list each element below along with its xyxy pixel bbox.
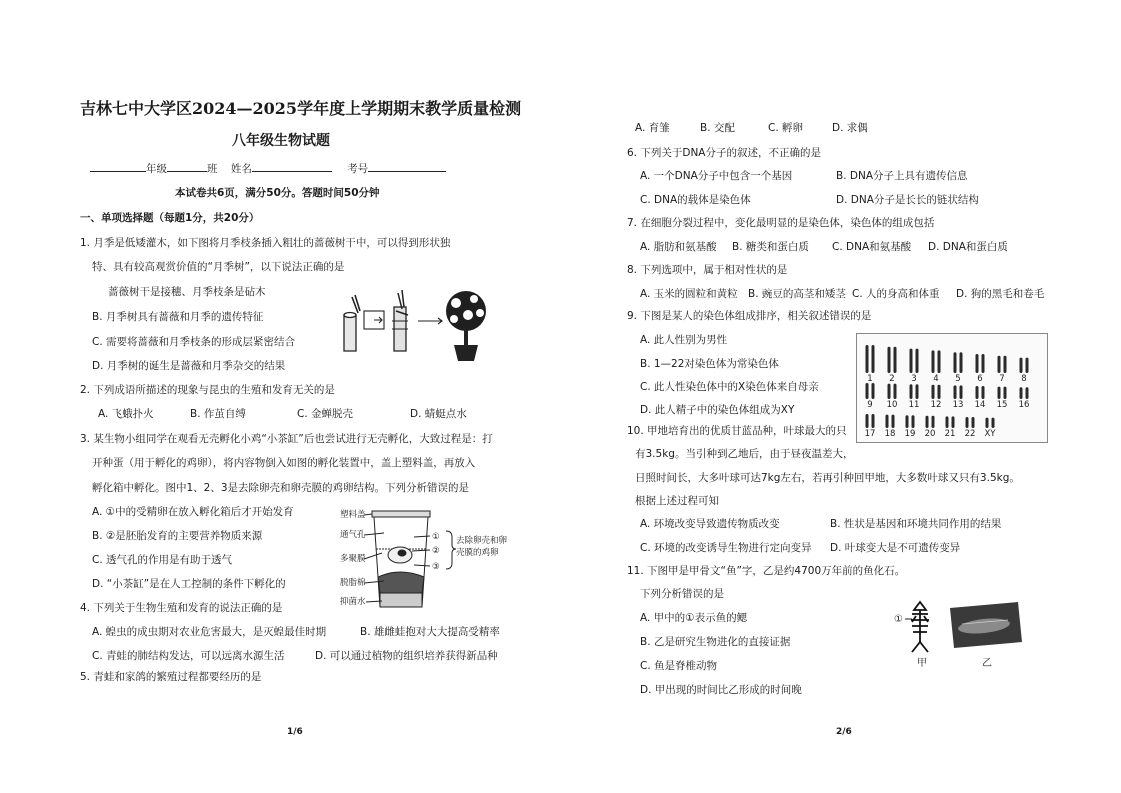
q8-stem: 8. 下列选项中，属于相对性状的是 <box>627 264 788 276</box>
q10-stem-1: 10. 甲地培育出的优质甘蓝品种，叶球最大的只 <box>627 425 847 437</box>
chromosome <box>932 416 935 428</box>
q10-stem-2: 有3.5kg。当引种到乙地后，由于昼夜温差大， <box>635 448 854 460</box>
q10-option-a: A. 环境改变导致遗传物质改变 <box>640 518 780 530</box>
q2-option-d: D. 蜻蜓点水 <box>410 408 467 420</box>
q3-option-a: A. ①中的受精卵在放入孵化箱后才开始发育 <box>92 506 294 518</box>
q5-option-a: A. 育雏 <box>635 122 670 134</box>
label-water: 抑菌水 <box>340 597 366 607</box>
q7-stem: 7. 在细胞分裂过程中，变化最明显的是染色体，染色体的组成包括 <box>627 217 935 229</box>
q8-option-b: B. 豌豆的高茎和矮茎 <box>748 288 846 300</box>
q4-stem: 4. 下列关于生物生殖和发育的说法正确的是 <box>80 602 283 614</box>
arrow-right-icon <box>418 318 442 324</box>
chromosome <box>886 415 889 428</box>
chromosome <box>906 415 909 428</box>
chromosome-label: 3 <box>911 374 917 384</box>
q9-option-c: C. 此人性染色体中的X染色体来自母亲 <box>640 381 819 393</box>
q6-stem: 6. 下列关于DNA分子的叙述，不正确的是 <box>627 147 821 159</box>
chromosome <box>916 349 919 373</box>
chromosome <box>938 385 941 399</box>
chromosome-label: 18 <box>884 429 896 439</box>
q7-option-b: B. 糖类和蛋白质 <box>732 241 809 253</box>
fish-fossil-icon <box>950 602 1022 648</box>
chromosome <box>938 350 941 373</box>
chromosome <box>866 345 869 373</box>
q8-option-c: C. 人的身高和体重 <box>852 288 940 300</box>
chromosome <box>960 385 963 399</box>
incubator-cup-icon <box>364 511 456 607</box>
page-number: 1/6 <box>287 727 303 737</box>
name-blank[interactable] <box>252 161 332 172</box>
q4-option-a: A. 蝗虫的成虫期对农业危害最大，是灭蝗最佳时期 <box>92 626 327 638</box>
chromosome-label: 8 <box>1021 374 1027 384</box>
q10-option-d: D. 叶球变大是不可遗传变异 <box>830 542 961 554</box>
chromosome <box>872 345 875 373</box>
grade-blank[interactable] <box>90 161 146 172</box>
label-vent: 通气孔 <box>340 530 366 540</box>
karyotype-figure <box>856 333 1048 443</box>
chromosome <box>992 418 995 428</box>
label-num-3: ③ <box>432 562 440 572</box>
student-info-line <box>90 161 446 176</box>
exam-subtitle: 八年级生物试题 <box>232 133 330 149</box>
chromosome-label: 14 <box>974 400 986 410</box>
q1-option-b: B. 月季树具有蔷薇和月季的遗传特征 <box>92 311 264 323</box>
q5-option-b: B. 交配 <box>700 122 735 134</box>
q3-stem-2: 开种蛋（用于孵化的鸡卵），将内容物倒入如图的孵化装置中，盖上塑料盖，再放入 <box>92 457 476 469</box>
chromosome <box>954 385 957 399</box>
q4-option-d: D. 可以通过植物的组织培养获得新品种 <box>315 650 498 662</box>
chromosome <box>892 415 895 428</box>
chromosome <box>982 354 985 373</box>
chromosome <box>998 387 1001 399</box>
chromosome <box>972 417 975 428</box>
q8-option-a: A. 玉米的圆粒和黄粒 <box>640 288 738 300</box>
q9-stem: 9. 下图是某人的染色体组成排序，相关叙述错误的是 <box>627 310 872 322</box>
chromosome <box>966 417 969 428</box>
q6-option-a: A. 一个DNA分子中包含一个基因 <box>640 170 793 182</box>
label-yi: 乙 <box>982 658 992 669</box>
q11-stem-2: 下列分析错误的是 <box>640 588 724 600</box>
exam-no-label: 考号 <box>347 163 369 175</box>
q7-option-c: C. DNA和氨基酸 <box>832 241 912 253</box>
chromosome <box>932 385 935 399</box>
q9-option-b: B. 1—22对染色体为常染色体 <box>640 358 779 370</box>
exam-title: 吉林七中大学区2024—2025学年度上学期期末教学质量检测 <box>80 99 522 118</box>
q11-option-a: A. 甲中的①表示鱼的鳃 <box>640 612 748 624</box>
q1-stem-1: 1. 月季是低矮灌木，如下图将月季枝条插入粗壮的蔷薇树干中，可以得到形状独 <box>80 237 451 249</box>
label-lid: 塑料盖 <box>340 510 366 520</box>
chromosome-label: 17 <box>864 429 876 439</box>
chromosome <box>946 416 949 428</box>
q10-option-c: C. 环境的改变诱导生物进行定向变异 <box>640 542 812 554</box>
chromosome <box>982 386 985 399</box>
chromosome <box>1026 387 1029 399</box>
grade-label: 年级 <box>146 163 167 175</box>
oracle-fish-icon <box>911 602 929 652</box>
chromosome-label: 4 <box>933 374 939 384</box>
q8-option-d: D. 狗的黑毛和卷毛 <box>956 288 1045 300</box>
chromosome-label: 9 <box>867 400 873 410</box>
chromosome <box>866 414 869 428</box>
chromosome <box>894 347 897 373</box>
chromosome <box>912 415 915 428</box>
chromosome <box>894 384 897 399</box>
q4-option-b: B. 雄雌蛙抱对大大提高受精率 <box>360 626 500 638</box>
q5-stem: 5. 青蛙和家鸽的繁殖过程都要经历的是 <box>80 671 262 683</box>
chromosome-label: 21 <box>944 429 956 439</box>
q6-option-d: D. DNA分子是长长的链状结构 <box>836 194 979 206</box>
label-note-2: 壳膜的鸡卵 <box>456 548 499 558</box>
label-jia: 甲 <box>917 658 927 669</box>
chromosome <box>954 352 957 373</box>
chromosome-label: 12 <box>930 400 942 410</box>
label-num-1: ① <box>432 532 440 542</box>
q2-option-a: A. 飞蛾扑火 <box>98 408 154 420</box>
q5-option-c: C. 孵卵 <box>768 122 804 134</box>
chromosome <box>976 386 979 399</box>
chromosome <box>872 414 875 428</box>
chromosome <box>960 352 963 373</box>
chromosome <box>866 383 869 399</box>
label-film: 多聚膜 <box>340 554 366 564</box>
grafting-figure <box>338 285 498 365</box>
class-label: 班 <box>207 163 218 175</box>
label-num-1: ① <box>894 614 903 625</box>
label-num-2: ② <box>432 546 440 556</box>
q9-option-d: D. 此人精子中的染色体组成为XY <box>640 404 795 416</box>
rose-stock-icon <box>344 295 360 351</box>
exam-page-1 <box>0 0 560 793</box>
q3-option-b: B. ②是胚胎发育的主要营养物质来源 <box>92 530 263 542</box>
arrow-right-icon <box>364 311 384 329</box>
q3-stem-3: 孵化箱中孵化。图中1、2、3是去除卵壳和卵壳膜的鸡卵结构。下列分析错误的是 <box>92 482 470 494</box>
chromosome <box>976 354 979 373</box>
exam-page-2 <box>560 0 1121 793</box>
chromosome <box>986 418 989 428</box>
chromosome <box>1020 358 1023 373</box>
chromosome-label: 7 <box>999 374 1005 384</box>
q6-option-c: C. DNA的载体是染色体 <box>640 194 751 206</box>
class-blank[interactable] <box>167 161 207 172</box>
exam-notice: 本试卷共6页，满分50分。答题时间50分钟 <box>175 187 380 199</box>
chromosome-label: 5 <box>955 374 961 384</box>
q2-stem: 2. 下列成语所描述的现象与昆虫的生殖和发育无关的是 <box>80 384 335 396</box>
name-label: 姓名 <box>230 163 252 175</box>
chromosome-label: 16 <box>1018 400 1030 410</box>
q7-option-d: D. DNA和蛋白质 <box>928 241 1008 253</box>
q3-option-c: C. 透气孔的作用是有助于透气 <box>92 554 233 566</box>
q9-option-a: A. 此人性别为男性 <box>640 334 728 346</box>
chromosome <box>910 384 913 399</box>
q1-option-c: C. 需要将蔷薇和月季枝条的形成层紧密结合 <box>92 336 296 348</box>
chromosome-label: 10 <box>886 400 898 410</box>
chromosome <box>888 347 891 373</box>
chromosome-label: 13 <box>952 400 964 410</box>
label-cotton: 脱脂棉 <box>340 578 366 588</box>
q10-stem-4: 根据上述过程可知 <box>635 495 719 507</box>
q7-option-a: A. 脂肪和氨基酸 <box>640 241 717 253</box>
q10-stem-3: 日照时间长，大多叶球可达7kg左右，若再引种回甲地，大多数叶球又只有3.5kg。 <box>635 472 1020 484</box>
q1-option-d: D. 月季树的诞生是蔷薇和月季杂交的结果 <box>92 360 286 372</box>
chromosome <box>872 383 875 399</box>
chromosome <box>998 356 1001 373</box>
q11-option-b: B. 乙是研究生物进化的直接证据 <box>640 636 791 648</box>
chromosome <box>1020 387 1023 399</box>
chromosome <box>1004 356 1007 373</box>
chromosome-label: 19 <box>904 429 916 439</box>
label-note-1: 去除卵壳和卵 <box>456 536 508 546</box>
q11-option-c: C. 鱼是脊椎动物 <box>640 660 718 672</box>
chromosome <box>926 416 929 428</box>
q5-option-d: D. 求偶 <box>832 122 868 134</box>
q4-option-c: C. 青蛙的肺结构发达，可以远离水源生活 <box>92 650 285 662</box>
q3-stem-1: 3. 某生物小组同学在观看无壳孵化小鸡“小茶缸”后也尝试进行无壳孵化，大致过程是：打 <box>80 433 493 445</box>
grafted-stem-icon <box>392 290 408 351</box>
chromosome <box>952 416 955 428</box>
chromosome-label: 11 <box>908 400 920 410</box>
chromosome <box>910 349 913 373</box>
chromosome-label: 1 <box>867 374 873 384</box>
chromosome <box>916 384 919 399</box>
q1-stem-2: 特、具有较高观赏价值的“月季树”，以下说法正确的是 <box>92 261 345 273</box>
rose-tree-icon <box>446 291 486 361</box>
chromosome <box>1026 358 1029 373</box>
incubator-figure <box>334 503 530 613</box>
chromosome <box>1004 387 1007 399</box>
chromosome <box>932 350 935 373</box>
fish-figure <box>892 598 1024 670</box>
chromosome-label: 15 <box>996 400 1008 410</box>
q2-option-b: B. 作茧自缚 <box>190 408 246 420</box>
exam-no-blank[interactable] <box>368 161 446 172</box>
chromosome <box>888 384 891 399</box>
q11-stem-1: 11. 下图甲是甲骨文“鱼”字，乙是约4700万年前的鱼化石。 <box>627 565 906 577</box>
chromosome-label: 2 <box>889 374 895 384</box>
q3-option-d: D. “小茶缸”是在人工控制的条件下孵化的 <box>92 578 286 590</box>
q6-option-b: B. DNA分子上具有遗传信息 <box>836 170 968 182</box>
chromosome-label: 20 <box>924 429 936 439</box>
chromosome-label: 22 <box>964 429 976 439</box>
q11-option-d: D. 甲出现的时间比乙形成的时间晚 <box>640 684 802 696</box>
q10-option-b: B. 性状是基因和环境共同作用的结果 <box>830 518 1002 530</box>
chromosome-label: XY <box>984 429 996 439</box>
section-title: 一、单项选择题（每题1分，共20分） <box>80 212 260 224</box>
page-number: 2/6 <box>836 727 852 737</box>
chromosome-label: 6 <box>977 374 983 384</box>
q2-option-c: C. 金蝉脱壳 <box>297 408 354 420</box>
q1-option-a: 蔷薇树干是接穗、月季枝条是砧木 <box>108 286 266 298</box>
